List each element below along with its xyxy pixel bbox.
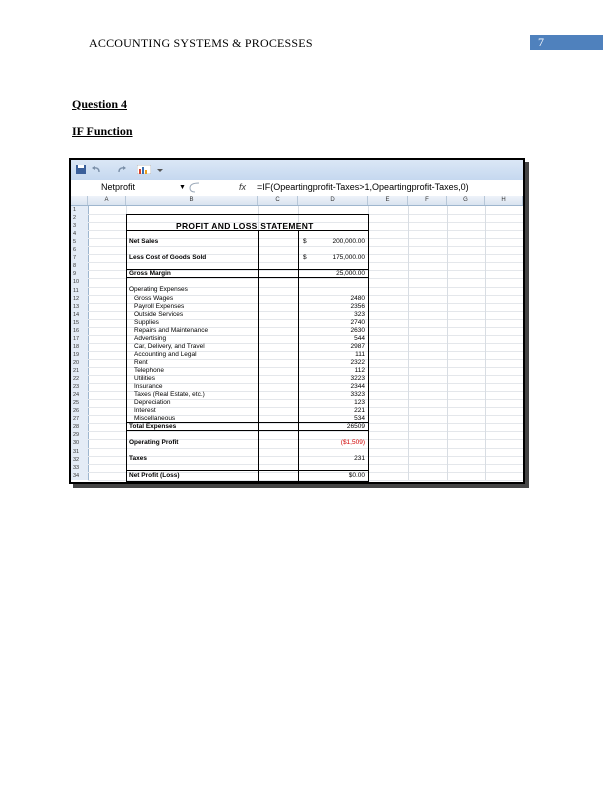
cogs-value[interactable]: 175,000.00 bbox=[332, 254, 365, 261]
expense-value[interactable]: 2740 bbox=[350, 318, 365, 326]
expense-value[interactable]: 112 bbox=[354, 367, 365, 374]
col-c-border bbox=[258, 230, 259, 482]
row-header[interactable]: 2 bbox=[73, 215, 77, 222]
page-number-box bbox=[530, 35, 603, 50]
expense-label[interactable]: Telephone bbox=[134, 367, 164, 374]
row-header[interactable]: 24 bbox=[73, 392, 80, 399]
redo-icon[interactable] bbox=[117, 165, 127, 174]
expense-label[interactable]: Outside Services bbox=[134, 310, 184, 318]
row-header[interactable]: 28 bbox=[73, 424, 80, 431]
row-header[interactable]: 9 bbox=[73, 271, 77, 278]
expense-label[interactable]: Utilities bbox=[134, 375, 155, 383]
col-d-border bbox=[298, 230, 299, 482]
total-expenses-value[interactable]: 26509 bbox=[346, 423, 365, 430]
row-header[interactable]: 22 bbox=[73, 376, 80, 383]
row-header[interactable]: 11 bbox=[73, 287, 79, 294]
formula-input[interactable]: =IF(Opeartingprofit-Taxes>1,Opeartingprofit-Taxes,0) bbox=[257, 182, 469, 192]
question-heading: Question 4 bbox=[72, 97, 128, 111]
row-header[interactable]: 8 bbox=[73, 263, 77, 270]
expense-label[interactable]: Interest bbox=[134, 407, 156, 415]
column-header[interactable]: C bbox=[258, 196, 298, 205]
formula-bar bbox=[71, 180, 523, 197]
expense-value[interactable]: 323 bbox=[354, 310, 365, 318]
expense-value[interactable]: 3323 bbox=[350, 391, 365, 399]
taxes-value[interactable]: 231 bbox=[354, 455, 365, 462]
row-header[interactable]: 27 bbox=[73, 416, 80, 423]
taxes-label[interactable]: Taxes bbox=[129, 455, 147, 462]
expense-label[interactable]: Accounting and Legal bbox=[134, 350, 197, 358]
select-all-corner[interactable] bbox=[71, 196, 88, 205]
expense-label[interactable]: Miscellaneous bbox=[134, 415, 176, 423]
net-profit-value[interactable]: $0.00 bbox=[348, 472, 365, 479]
expense-value[interactable]: 123 bbox=[354, 399, 365, 407]
row-header[interactable]: 16 bbox=[73, 327, 80, 334]
column-header[interactable]: B bbox=[126, 196, 258, 205]
page-header bbox=[0, 0, 612, 60]
expense-label[interactable]: Insurance bbox=[134, 383, 163, 391]
gross-margin-label[interactable]: Gross Margin bbox=[129, 270, 171, 277]
expense-label[interactable]: Advertising bbox=[134, 334, 167, 342]
row-header[interactable]: 18 bbox=[73, 343, 80, 350]
column-header[interactable]: F bbox=[408, 196, 447, 205]
expense-label[interactable]: Rent bbox=[134, 358, 148, 366]
net-profit-label[interactable]: Net Profit (Loss) bbox=[129, 472, 180, 479]
expense-value[interactable]: 2344 bbox=[350, 383, 365, 391]
expense-label[interactable]: Depreciation bbox=[134, 399, 171, 407]
quick-access-toolbar bbox=[71, 160, 523, 181]
expense-label[interactable]: Supplies bbox=[134, 318, 159, 326]
running-head: ACCOUNTING SYSTEMS & PROCESSES bbox=[89, 36, 313, 50]
row-header[interactable]: 4 bbox=[73, 231, 77, 238]
cogs-label[interactable]: Less Cost of Goods Sold bbox=[129, 254, 207, 261]
row-header[interactable]: 29 bbox=[73, 432, 80, 439]
row-header[interactable]: 13 bbox=[73, 303, 80, 310]
row-header[interactable]: 21 bbox=[73, 368, 80, 374]
total-expenses-label[interactable]: Total Expenses bbox=[129, 423, 177, 430]
net-sales-label[interactable]: Net Sales bbox=[129, 238, 159, 245]
expense-value[interactable]: 221 bbox=[354, 407, 365, 415]
net-sales-currency: $ bbox=[303, 238, 307, 245]
row-header[interactable]: 6 bbox=[73, 247, 77, 254]
expense-value[interactable]: 534 bbox=[354, 415, 365, 423]
column-headers bbox=[71, 196, 523, 206]
fx-icon[interactable]: fx bbox=[239, 182, 247, 192]
row-header[interactable]: 19 bbox=[73, 351, 80, 358]
name-box-dropdown-icon[interactable]: ▼ bbox=[179, 184, 186, 191]
column-header[interactable]: A bbox=[88, 196, 126, 205]
expense-label[interactable]: Repairs and Maintenance bbox=[134, 326, 209, 334]
expense-label[interactable]: Payroll Expenses bbox=[134, 302, 185, 310]
column-gridline bbox=[485, 206, 486, 480]
page-number: 7 bbox=[538, 35, 544, 49]
statement-title[interactable]: PROFIT AND LOSS STATEMENT bbox=[176, 221, 314, 231]
spreadsheet-screenshot bbox=[69, 158, 525, 484]
row-header[interactable]: 15 bbox=[73, 319, 80, 326]
row-header[interactable]: 10 bbox=[73, 279, 80, 286]
row-header[interactable]: 1 bbox=[73, 207, 77, 213]
if-function-heading: IF Function bbox=[72, 124, 133, 138]
operating-expenses-label[interactable]: Operating Expenses bbox=[129, 286, 188, 293]
row-header[interactable]: 33 bbox=[73, 464, 80, 471]
undo-icon[interactable] bbox=[91, 165, 101, 174]
row-header[interactable]: 23 bbox=[73, 384, 80, 391]
expense-label[interactable]: Gross Wages bbox=[134, 294, 174, 302]
save-icon[interactable] bbox=[76, 165, 86, 174]
expense-value[interactable]: 2322 bbox=[350, 358, 365, 366]
expense-value[interactable]: 2480 bbox=[350, 294, 365, 302]
operating-profit-value[interactable]: ($1,509) bbox=[340, 439, 365, 446]
row-header[interactable]: 5 bbox=[73, 239, 77, 246]
net-sales-value[interactable]: 200,000.00 bbox=[332, 238, 365, 245]
name-box[interactable]: Netprofit bbox=[101, 182, 136, 192]
row-header[interactable]: 30 bbox=[73, 440, 80, 447]
column-gridline bbox=[447, 206, 448, 480]
column-header[interactable]: D bbox=[298, 196, 368, 205]
row-header[interactable]: 17 bbox=[73, 335, 80, 342]
expense-value[interactable]: 544 bbox=[354, 334, 365, 342]
expense-label[interactable]: Car, Delivery, and Travel bbox=[134, 342, 205, 350]
row-header[interactable]: 25 bbox=[73, 400, 80, 407]
chart-icon[interactable] bbox=[137, 165, 151, 174]
expense-value[interactable]: 2630 bbox=[350, 326, 365, 334]
row-header[interactable]: 3 bbox=[73, 223, 77, 230]
row-header[interactable]: 14 bbox=[73, 311, 80, 318]
row-header[interactable]: 34 bbox=[73, 472, 80, 479]
row-header[interactable]: 31 bbox=[73, 448, 80, 455]
expense-label[interactable]: Taxes (Real Estate, etc.) bbox=[134, 391, 205, 399]
net-profit-top-border bbox=[126, 470, 369, 471]
operating-profit-label[interactable]: Operating Profit bbox=[129, 439, 179, 446]
column-header[interactable]: G bbox=[447, 196, 485, 205]
row-header[interactable]: 20 bbox=[73, 359, 80, 366]
row-header[interactable]: 12 bbox=[73, 295, 80, 302]
row-header[interactable]: 7 bbox=[73, 255, 77, 262]
expense-value[interactable]: 2987 bbox=[350, 342, 365, 350]
column-gridline bbox=[408, 206, 409, 480]
expense-value[interactable]: 2356 bbox=[350, 302, 365, 310]
cogs-currency: $ bbox=[303, 254, 307, 261]
expense-value[interactable]: 111 bbox=[355, 350, 365, 358]
function-wizard-circle-icon[interactable] bbox=[189, 182, 203, 193]
column-header[interactable]: H bbox=[485, 196, 523, 205]
gross-margin-value[interactable]: 25,000.00 bbox=[336, 270, 365, 277]
expense-value[interactable]: 3223 bbox=[350, 375, 365, 383]
customize-toolbar-icon[interactable] bbox=[157, 165, 163, 174]
row-header[interactable]: 32 bbox=[73, 456, 80, 463]
row-header[interactable]: 26 bbox=[73, 408, 80, 415]
row-headers bbox=[71, 206, 89, 480]
column-header[interactable]: E bbox=[368, 196, 408, 205]
